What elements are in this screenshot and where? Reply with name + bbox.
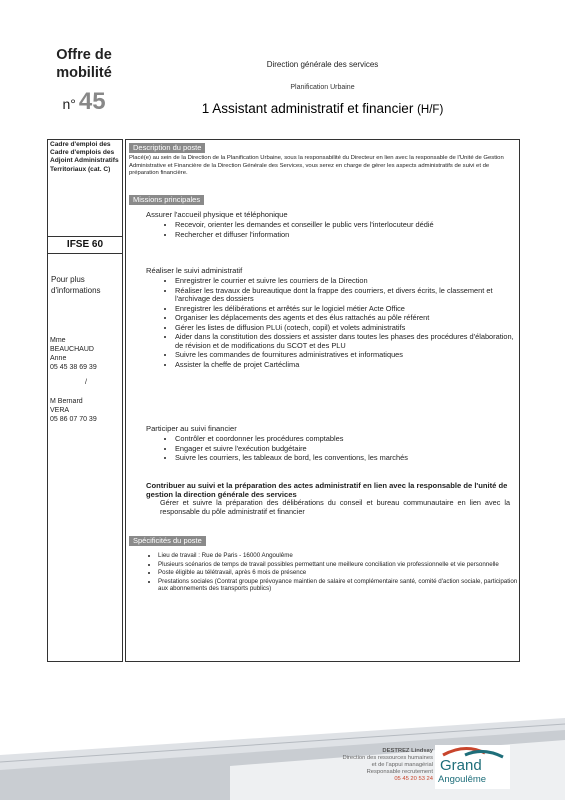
- contact1-phone: 05 45 38 69 39: [50, 364, 97, 371]
- mission-list: [165, 435, 520, 464]
- job-title: [140, 101, 505, 116]
- offer-number-value: 45: [78, 88, 106, 115]
- hr-contact-phone: 05 45 20 53 24: [394, 776, 433, 782]
- mission-item: • Suivre les commandes de fournitures administratives et informatiques: [175, 351, 520, 359]
- mission-item: • Recevoir, orienter les demandes et conseiller le public vers l'interlocuteur dédié: [175, 221, 520, 229]
- contact1-line: BEAUCHAUD: [50, 346, 94, 353]
- contact-separator: /: [85, 379, 87, 386]
- description-text: Placé(e) au sein de la Direction de la Planification Urbaine, sous la responsabilité du Directeur en lien avec la responsable de l'Unité de Gestion Administrative et Financière de la Direction Générale des Services, vous serez en charge de gérer les aspects administratifs de suivi et de préparation financière.: [129, 155, 504, 177]
- mission-item: • Aider dans la constitution des dossiers et assister dans toutes les phases des procédures d'élaboration, de révision et de modifications du SCOT et des PLU: [175, 333, 520, 350]
- offer-title-line2: mobilité: [56, 65, 112, 81]
- logo-word-grand: Grand: [440, 757, 482, 774]
- specificity-item: • Prestations sociales (Contrat groupe prévoyance maintien de salaire et complémentaire santé, comité d'action sociale, participation aux abonnements des transports publics): [158, 578, 518, 593]
- contribution-detail: Gérer et suivre la préparation des délibérations du conseil et bureau communautaire en lien avec la responsable du pôle administratif et financier: [160, 498, 510, 516]
- contribution-title: Contribuer au suivi et la préparation des actes administratif en lien avec la responsable de l'unité de gestion la direction générale des services: [146, 481, 508, 500]
- mission-item: • Contrôler et coordonner les procédures comptables: [175, 435, 520, 443]
- missions-header: Missions principales: [129, 195, 204, 205]
- specificities-header: Spécificités du poste: [129, 536, 206, 546]
- hr-contact-role: et de l'appui managérial: [371, 762, 433, 768]
- job-title-main: 1 Assistant administratif et financier: [201, 101, 414, 116]
- mission-list: [165, 277, 520, 371]
- mission-item: • Enregistrer le courrier et suivre les courriers de la Direction: [175, 277, 520, 285]
- offer-number-prefix: n°: [62, 96, 76, 112]
- service-name: Planification Urbaine: [290, 84, 355, 91]
- mission-list: [165, 221, 520, 240]
- mission-group-title: Assurer l'accueil physique et téléphonique: [146, 210, 288, 219]
- direction-name: Direction générale des services: [266, 60, 379, 69]
- mission-item: • Réaliser les travaux de bureautique dont la frappe des courriers, et divers écrits, le classement et l'archivage des dossiers: [175, 287, 520, 304]
- offer-title: [40, 46, 128, 82]
- hr-contact-role: Responsable recrutement: [366, 769, 433, 775]
- mission-item: • Engager et suivre l'exécution budgétaire: [175, 445, 520, 453]
- contact1-line: Anne: [50, 355, 67, 362]
- contact-block: [50, 336, 122, 424]
- mission-item: • Organiser les déplacements des agents et des élus rattachés au pôle référent: [175, 314, 520, 322]
- offer-title-line1: Offre de: [56, 47, 112, 63]
- mission-item: • Suivre les courriers, les tableaux de bord, les conventions, les marchés: [175, 454, 520, 462]
- logo-word-city: Angoulême: [438, 774, 487, 785]
- contact2-line: M Bernard: [50, 398, 83, 405]
- job-title-suffix: (H/F): [417, 104, 444, 116]
- hr-contact: [300, 748, 433, 783]
- hr-contact-role: Direction des ressources humaines: [342, 755, 433, 761]
- contact2-line: VERA: [50, 407, 70, 414]
- mission-group-title: Réaliser le suivi administratif: [146, 266, 243, 275]
- cadre-emploi: Cadre d'emploi des Cadre d'emplois des Adjoint Administratifs Territoriaux (cat. C): [50, 141, 119, 173]
- specificity-item: • Plusieurs scénarios de temps de travail possibles permettant une meilleure conciliation vie professionnelle et vie personnelle: [158, 561, 518, 569]
- specificity-item: • Poste éligible au télétravail, après 6 mois de présence: [158, 569, 518, 577]
- offer-number: [40, 88, 128, 116]
- hr-contact-name: DESTREZ Lindsay: [382, 748, 433, 754]
- description-header: Description du poste: [129, 143, 205, 153]
- contact1-line: Mme: [50, 337, 66, 344]
- ifse-label: IFSE 60: [47, 236, 123, 254]
- mission-item: • Rechercher et diffuser l'information: [175, 231, 520, 239]
- mission-item: • Gérer les listes de diffusion PLUi (cotech, copil) et volets administratifs: [175, 324, 520, 332]
- specificities-list: [150, 552, 518, 594]
- mission-item: • Enregistrer les délibérations et arrêtés sur le logiciel métier Acte Office: [175, 305, 520, 313]
- mission-group-title: Participer au suivi financier: [146, 424, 237, 433]
- more-info-label: Pour plus d'informations: [51, 275, 101, 295]
- contact2-phone: 05 86 07 70 39: [50, 416, 97, 423]
- mission-item: • Assister la cheffe de projet Cartéclima: [175, 361, 520, 369]
- specificity-item: • Lieu de travail : Rue de Paris - 16000 Angoulême: [158, 552, 518, 560]
